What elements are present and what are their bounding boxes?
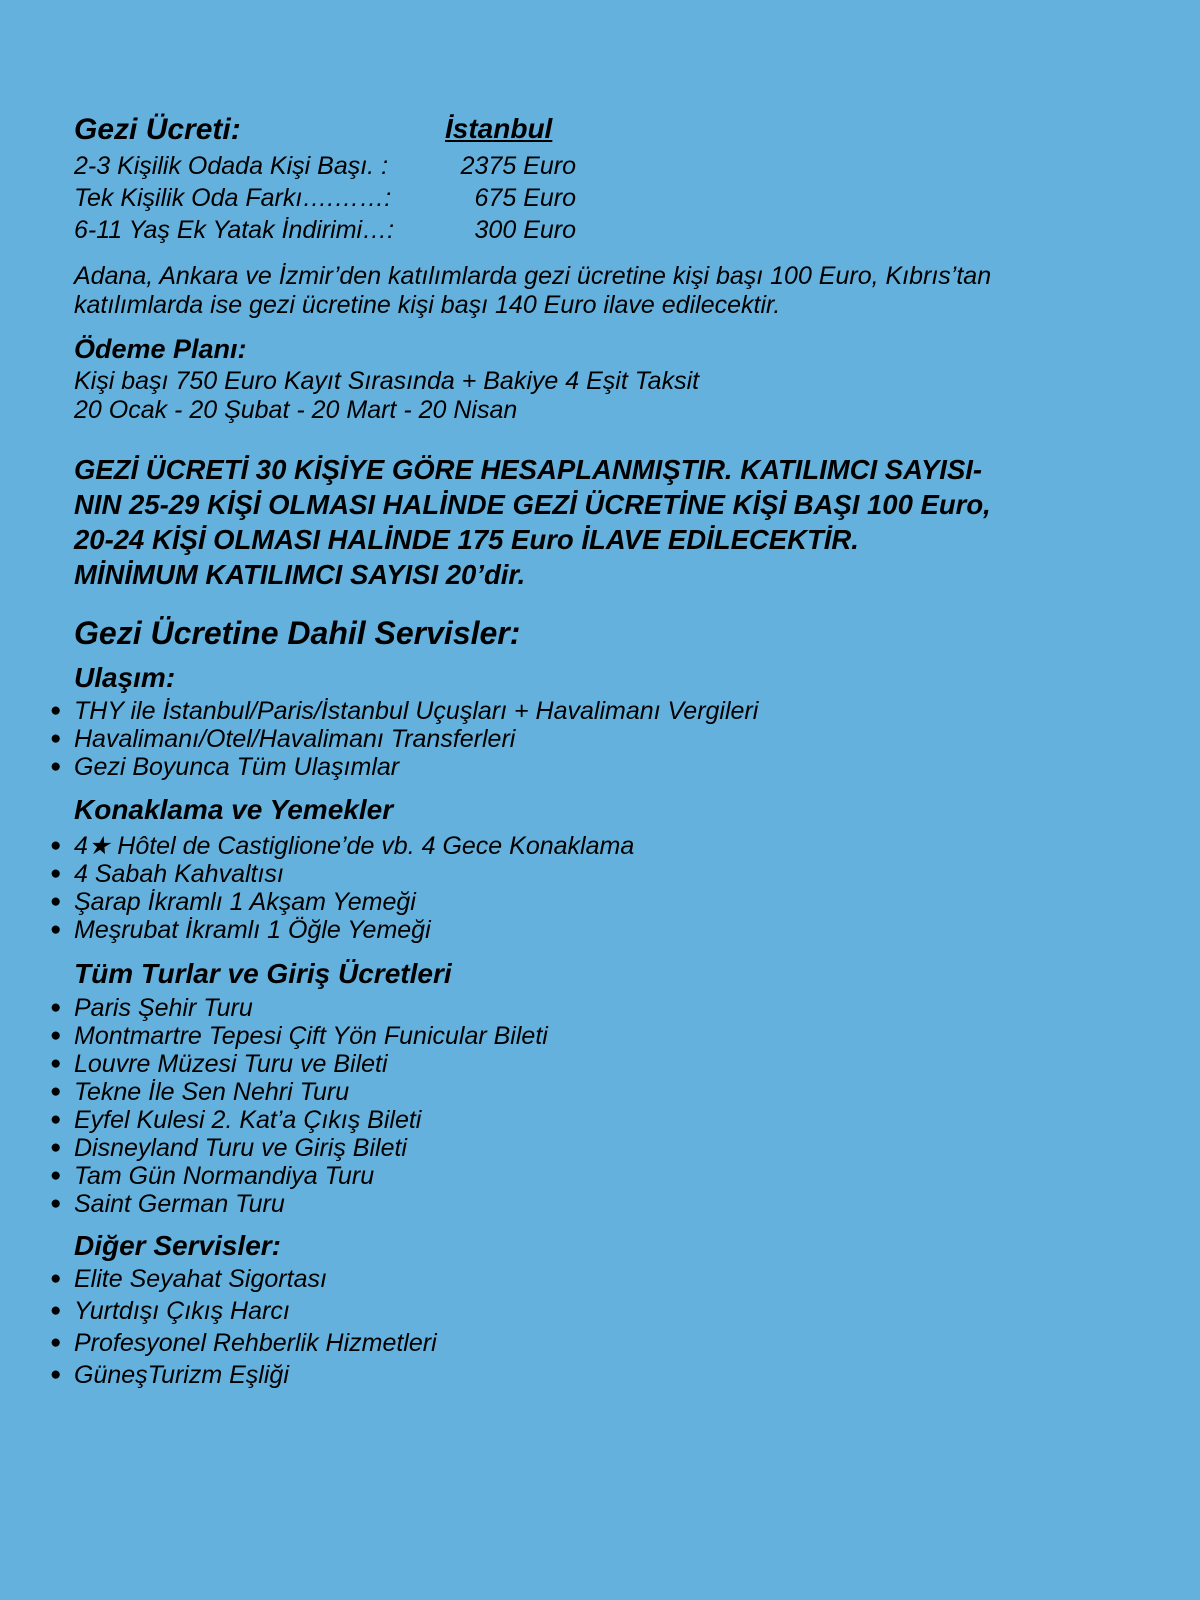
bullet-icon: ● bbox=[50, 1053, 62, 1074]
other-services-list bbox=[50, 1263, 437, 1391]
bullet-icon: ● bbox=[50, 997, 62, 1018]
list-item-text: 4 Sabah Kahvaltısı bbox=[74, 860, 284, 888]
list-item bbox=[50, 994, 548, 1022]
price-row-label: Tek Kişilik Oda Farkı….……: bbox=[74, 184, 392, 212]
bullet-icon: ● bbox=[50, 700, 62, 721]
list-item bbox=[50, 1106, 548, 1134]
payment-line: 20 Ocak - 20 Şubat - 20 Mart - 20 Nisan bbox=[74, 396, 518, 424]
bullet-icon: ● bbox=[50, 1025, 62, 1046]
bullet-icon: ● bbox=[50, 1300, 62, 1321]
list-item-text: THY ile İstanbul/Paris/İstanbul Uçuşları + Havalimanı Vergileri bbox=[74, 697, 759, 725]
list-item bbox=[50, 1263, 437, 1295]
bullet-icon: ● bbox=[50, 1364, 62, 1385]
bullet-icon: ● bbox=[50, 1137, 62, 1158]
list-item-text: 4★ Hôtel de Castiglione’de vb. 4 Gece Konaklama bbox=[74, 832, 635, 860]
list-item bbox=[50, 1162, 548, 1190]
price-row-value: 675 Euro bbox=[474, 184, 576, 212]
list-item-text: Meşrubat İkramlı 1 Öğle Yemeği bbox=[74, 916, 431, 944]
list-item-text: Gezi Boyunca Tüm Ulaşımlar bbox=[74, 753, 400, 781]
tours-list bbox=[50, 994, 548, 1218]
list-item bbox=[50, 1327, 437, 1359]
price-title: Gezi Ücreti: bbox=[74, 113, 241, 146]
other-services-title: Diğer Servisler: bbox=[74, 1230, 281, 1261]
bullet-icon: ● bbox=[50, 1332, 62, 1353]
list-item-text: Disneyland Turu ve Giriş Bileti bbox=[74, 1134, 407, 1162]
list-item bbox=[50, 1050, 548, 1078]
list-item bbox=[50, 1295, 437, 1327]
surcharge-line: Adana, Ankara ve İzmir’den katılımlarda gezi ücretine kişi başı 100 Euro, Kıbrıs’tan bbox=[74, 262, 992, 290]
list-item bbox=[50, 1190, 548, 1218]
price-row-value: 300 Euro bbox=[474, 216, 576, 244]
list-item bbox=[50, 888, 634, 916]
bullet-icon: ● bbox=[50, 728, 62, 749]
accommodation-list bbox=[50, 832, 634, 944]
price-row-label: 2-3 Kişilik Odada Kişi Başı. : bbox=[74, 152, 389, 180]
price-row-value: 2375 Euro bbox=[460, 152, 576, 180]
list-item-text: Havalimanı/Otel/Havalimanı Transferleri bbox=[74, 725, 516, 753]
list-item-text: Saint German Turu bbox=[74, 1190, 285, 1218]
bullet-icon: ● bbox=[50, 1081, 62, 1102]
list-item bbox=[50, 1359, 437, 1391]
notice-line: GEZİ ÜCRETİ 30 KİŞİYE GÖRE HESAPLANMIŞTIR. KATILIMCI SAYISI- bbox=[74, 454, 983, 485]
price-city: İstanbul bbox=[445, 113, 553, 144]
participant-notice bbox=[74, 452, 1174, 592]
services-title: Gezi Ücretine Dahil Servisler: bbox=[74, 615, 521, 651]
list-item-text: Profesyonel Rehberlik Hizmetleri bbox=[74, 1329, 437, 1357]
list-item bbox=[50, 1078, 548, 1106]
bullet-icon: ● bbox=[50, 1193, 62, 1214]
list-item-text: Şarap İkramlı 1 Akşam Yemeği bbox=[74, 888, 416, 916]
list-item-text: Paris Şehir Turu bbox=[74, 994, 253, 1022]
list-item bbox=[50, 753, 758, 781]
price-row-label: 6-11 Yaş Ek Yatak İndirimi…: bbox=[74, 216, 395, 244]
bullet-icon: ● bbox=[50, 1165, 62, 1186]
list-item-text: Yurtdışı Çıkış Harcı bbox=[74, 1297, 290, 1325]
list-item-text: Louvre Müzesi Turu ve Bileti bbox=[74, 1050, 388, 1078]
list-item bbox=[50, 860, 634, 888]
accommodation-title: Konaklama ve Yemekler bbox=[74, 794, 394, 825]
surcharge-line: katılımlarda ise gezi ücretine kişi başı 140 Euro ilave edilecektir. bbox=[74, 291, 781, 319]
notice-line: NIN 25-29 KİŞİ OLMASI HALİNDE GEZİ ÜCRETİNE KİŞİ BAŞI 100 Euro, bbox=[74, 489, 991, 520]
bullet-icon: ● bbox=[50, 1109, 62, 1130]
list-item-text: Tam Gün Normandiya Turu bbox=[74, 1162, 375, 1190]
surcharge-note bbox=[74, 262, 1154, 320]
list-item bbox=[50, 1022, 548, 1050]
tours-title: Tüm Turlar ve Giriş Ücretleri bbox=[74, 958, 452, 989]
list-item bbox=[50, 832, 634, 860]
list-item-text: Montmartre Tepesi Çift Yön Funicular Bileti bbox=[74, 1022, 548, 1050]
notice-line: 20-24 KİŞİ OLMASI HALİNDE 175 Euro İLAVE EDİLECEKTİR. bbox=[74, 524, 859, 555]
bullet-icon: ● bbox=[50, 1268, 62, 1289]
list-item bbox=[50, 697, 758, 725]
list-item-text: Elite Seyahat Sigortası bbox=[74, 1265, 327, 1293]
payment-title: Ödeme Planı: bbox=[74, 334, 247, 364]
payment-plan bbox=[74, 367, 699, 425]
bullet-icon: ● bbox=[50, 835, 62, 856]
transport-list bbox=[50, 697, 758, 781]
list-item bbox=[50, 725, 758, 753]
bullet-icon: ● bbox=[50, 891, 62, 912]
list-item-text: Eyfel Kulesi 2. Kat’a Çıkış Bileti bbox=[74, 1106, 422, 1134]
bullet-icon: ● bbox=[50, 863, 62, 884]
bullet-icon: ● bbox=[50, 756, 62, 777]
list-item bbox=[50, 1134, 548, 1162]
list-item bbox=[50, 916, 634, 944]
list-item-text: GüneşTurizm Eşliği bbox=[74, 1361, 289, 1389]
bullet-icon: ● bbox=[50, 919, 62, 940]
payment-line: Kişi başı 750 Euro Kayıt Sırasında + Bakiye 4 Eşit Taksit bbox=[74, 367, 700, 395]
transport-title: Ulaşım: bbox=[74, 662, 176, 693]
list-item-text: Tekne İle Sen Nehri Turu bbox=[74, 1078, 350, 1106]
notice-line: MİNİMUM KATILIMCI SAYISI 20’dir. bbox=[74, 559, 526, 590]
